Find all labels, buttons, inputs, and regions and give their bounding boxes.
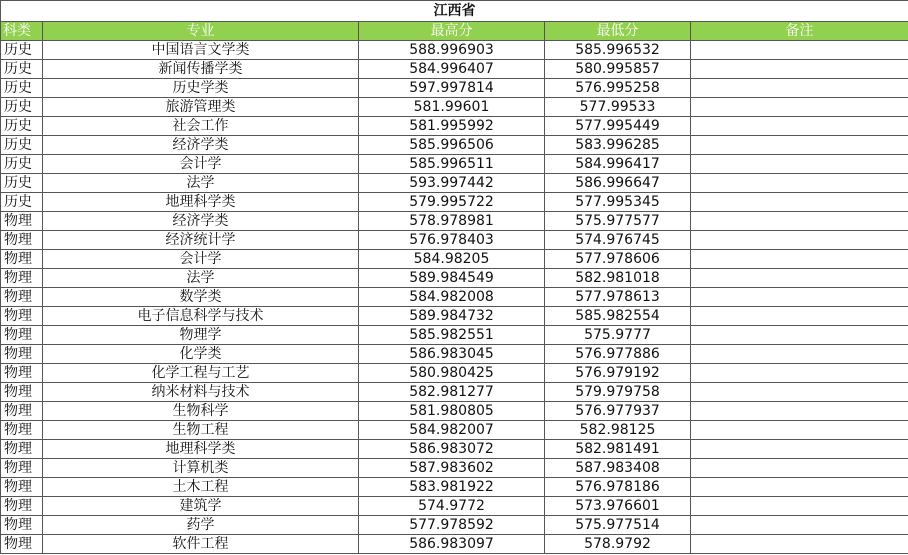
- cell-major: 纳米材料与技术: [43, 383, 359, 402]
- cell-note: [691, 79, 908, 98]
- table-row: [1, 459, 908, 478]
- cell-type: 物理: [1, 269, 43, 288]
- cell-major: 地理科学类: [43, 193, 359, 212]
- cell-min: 586.996647: [545, 174, 691, 193]
- cell-major: 物理学: [43, 326, 359, 345]
- table-row: [1, 269, 908, 288]
- cell-type: 物理: [1, 250, 43, 269]
- cell-note: [691, 421, 908, 440]
- cell-note: [691, 402, 908, 421]
- cell-type: 物理: [1, 459, 43, 478]
- cell-type: 物理: [1, 478, 43, 497]
- cell-type: 物理: [1, 231, 43, 250]
- cell-major: 历史学类: [43, 79, 359, 98]
- table-row: [1, 421, 908, 440]
- cell-type: 历史: [1, 79, 43, 98]
- cell-major: 建筑学: [43, 497, 359, 516]
- cell-major: 软件工程: [43, 535, 359, 554]
- cell-major: 化学工程与工艺: [43, 364, 359, 383]
- table-row: [1, 307, 908, 326]
- cell-min: 575.977577: [545, 212, 691, 231]
- cell-note: [691, 212, 908, 231]
- cell-major: 数学类: [43, 288, 359, 307]
- cell-min: 574.976745: [545, 231, 691, 250]
- cell-min: 573.976601: [545, 497, 691, 516]
- cell-note: [691, 478, 908, 497]
- cell-min: 577.995345: [545, 193, 691, 212]
- cell-major: 经济统计学: [43, 231, 359, 250]
- cell-type: 历史: [1, 155, 43, 174]
- cell-major: 地理科学类: [43, 440, 359, 459]
- cell-min: 577.995449: [545, 117, 691, 136]
- cell-min: 585.982554: [545, 307, 691, 326]
- header-note: 备注: [691, 22, 908, 41]
- cell-major: 生物科学: [43, 402, 359, 421]
- table-row: [1, 288, 908, 307]
- title-row: [1, 1, 908, 22]
- cell-note: [691, 345, 908, 364]
- cell-type: 物理: [1, 421, 43, 440]
- table-row: [1, 174, 908, 193]
- header-min: 最低分: [545, 22, 691, 41]
- table-row: [1, 535, 908, 554]
- cell-min: 576.995258: [545, 79, 691, 98]
- header-row: [1, 22, 908, 41]
- cell-type: 物理: [1, 364, 43, 383]
- table-row: [1, 41, 908, 60]
- cell-major: 法学: [43, 269, 359, 288]
- cell-min: 575.977514: [545, 516, 691, 535]
- cell-max: 586.983097: [359, 535, 545, 554]
- cell-major: 法学: [43, 174, 359, 193]
- cell-note: [691, 535, 908, 554]
- cell-major: 计算机类: [43, 459, 359, 478]
- cell-max: 584.982008: [359, 288, 545, 307]
- cell-max: 577.978592: [359, 516, 545, 535]
- cell-max: 589.984732: [359, 307, 545, 326]
- cell-note: [691, 440, 908, 459]
- table-row: [1, 364, 908, 383]
- cell-min: 576.979192: [545, 364, 691, 383]
- cell-max: 584.98205: [359, 250, 545, 269]
- cell-note: [691, 41, 908, 60]
- cell-major: 化学类: [43, 345, 359, 364]
- table-row: [1, 117, 908, 136]
- cell-max: 580.980425: [359, 364, 545, 383]
- cell-major: 电子信息科学与技术: [43, 307, 359, 326]
- cell-note: [691, 497, 908, 516]
- cell-note: [691, 60, 908, 79]
- cell-max: 586.983072: [359, 440, 545, 459]
- cell-note: [691, 288, 908, 307]
- cell-min: 576.978186: [545, 478, 691, 497]
- cell-note: [691, 250, 908, 269]
- cell-type: 物理: [1, 535, 43, 554]
- cell-note: [691, 459, 908, 478]
- header-type: 科类: [1, 22, 43, 41]
- cell-note: [691, 231, 908, 250]
- cell-max: 579.995722: [359, 193, 545, 212]
- cell-min: 582.981018: [545, 269, 691, 288]
- cell-note: [691, 364, 908, 383]
- table-row: [1, 478, 908, 497]
- cell-type: 物理: [1, 497, 43, 516]
- cell-min: 585.996532: [545, 41, 691, 60]
- table-row: [1, 98, 908, 117]
- cell-major: 社会工作: [43, 117, 359, 136]
- table-row: [1, 136, 908, 155]
- table-row: [1, 345, 908, 364]
- cell-min: 577.978606: [545, 250, 691, 269]
- cell-type: 历史: [1, 117, 43, 136]
- cell-max: 589.984549: [359, 269, 545, 288]
- cell-min: 578.9792: [545, 535, 691, 554]
- cell-max: 597.997814: [359, 79, 545, 98]
- cell-max: 583.981922: [359, 478, 545, 497]
- cell-max: 581.980805: [359, 402, 545, 421]
- header-major: 专业: [43, 22, 359, 41]
- cell-note: [691, 383, 908, 402]
- cell-max: 585.982551: [359, 326, 545, 345]
- table-row: [1, 383, 908, 402]
- cell-type: 物理: [1, 516, 43, 535]
- table-row: [1, 193, 908, 212]
- cell-note: [691, 136, 908, 155]
- cell-major: 会计学: [43, 155, 359, 174]
- cell-max: 586.983045: [359, 345, 545, 364]
- cell-type: 物理: [1, 288, 43, 307]
- cell-type: 物理: [1, 440, 43, 459]
- table-body: [1, 41, 908, 554]
- header-max: 最高分: [359, 22, 545, 41]
- table-row: [1, 231, 908, 250]
- cell-type: 物理: [1, 326, 43, 345]
- cell-note: [691, 117, 908, 136]
- cell-max: 574.9772: [359, 497, 545, 516]
- cell-major: 经济学类: [43, 136, 359, 155]
- cell-type: 历史: [1, 193, 43, 212]
- table-row: [1, 440, 908, 459]
- cell-min: 584.996417: [545, 155, 691, 174]
- cell-min: 575.9777: [545, 326, 691, 345]
- cell-max: 593.997442: [359, 174, 545, 193]
- cell-max: 584.982007: [359, 421, 545, 440]
- cell-note: [691, 326, 908, 345]
- cell-major: 经济学类: [43, 212, 359, 231]
- table-row: [1, 497, 908, 516]
- cell-note: [691, 174, 908, 193]
- cell-max: 582.981277: [359, 383, 545, 402]
- cell-min: 577.99533: [545, 98, 691, 117]
- cell-type: 物理: [1, 345, 43, 364]
- cell-max: 578.978981: [359, 212, 545, 231]
- table-title: 江西省: [1, 1, 908, 22]
- cell-min: 583.996285: [545, 136, 691, 155]
- table-row: [1, 60, 908, 79]
- cell-major: 药学: [43, 516, 359, 535]
- cell-type: 物理: [1, 307, 43, 326]
- cell-min: 582.981491: [545, 440, 691, 459]
- cell-major: 会计学: [43, 250, 359, 269]
- cell-min: 579.979758: [545, 383, 691, 402]
- table-row: [1, 155, 908, 174]
- cell-max: 581.995992: [359, 117, 545, 136]
- cell-major: 旅游管理类: [43, 98, 359, 117]
- cell-note: [691, 307, 908, 326]
- cell-note: [691, 269, 908, 288]
- cell-min: 587.983408: [545, 459, 691, 478]
- cell-type: 历史: [1, 174, 43, 193]
- cell-min: 577.978613: [545, 288, 691, 307]
- cell-major: 生物工程: [43, 421, 359, 440]
- cell-max: 585.996511: [359, 155, 545, 174]
- cell-type: 物理: [1, 212, 43, 231]
- cell-max: 584.996407: [359, 60, 545, 79]
- cell-type: 物理: [1, 383, 43, 402]
- cell-type: 历史: [1, 136, 43, 155]
- table-row: [1, 326, 908, 345]
- cell-type: 历史: [1, 60, 43, 79]
- cell-max: 587.983602: [359, 459, 545, 478]
- cell-note: [691, 193, 908, 212]
- cell-max: 581.99601: [359, 98, 545, 117]
- cell-note: [691, 98, 908, 117]
- cell-min: 576.977937: [545, 402, 691, 421]
- cell-max: 585.996506: [359, 136, 545, 155]
- cell-min: 580.995857: [545, 60, 691, 79]
- cell-type: 历史: [1, 98, 43, 117]
- table-row: [1, 402, 908, 421]
- cell-type: 物理: [1, 402, 43, 421]
- cell-note: [691, 155, 908, 174]
- table-row: [1, 250, 908, 269]
- cell-type: 历史: [1, 41, 43, 60]
- cell-max: 576.978403: [359, 231, 545, 250]
- cell-major: 新闻传播学类: [43, 60, 359, 79]
- cell-note: [691, 516, 908, 535]
- cell-major: 土木工程: [43, 478, 359, 497]
- cell-min: 576.977886: [545, 345, 691, 364]
- table-row: [1, 212, 908, 231]
- cell-major: 中国语言文学类: [43, 41, 359, 60]
- cell-max: 588.996903: [359, 41, 545, 60]
- cell-min: 582.98125: [545, 421, 691, 440]
- table-row: [1, 516, 908, 535]
- table-row: [1, 79, 908, 98]
